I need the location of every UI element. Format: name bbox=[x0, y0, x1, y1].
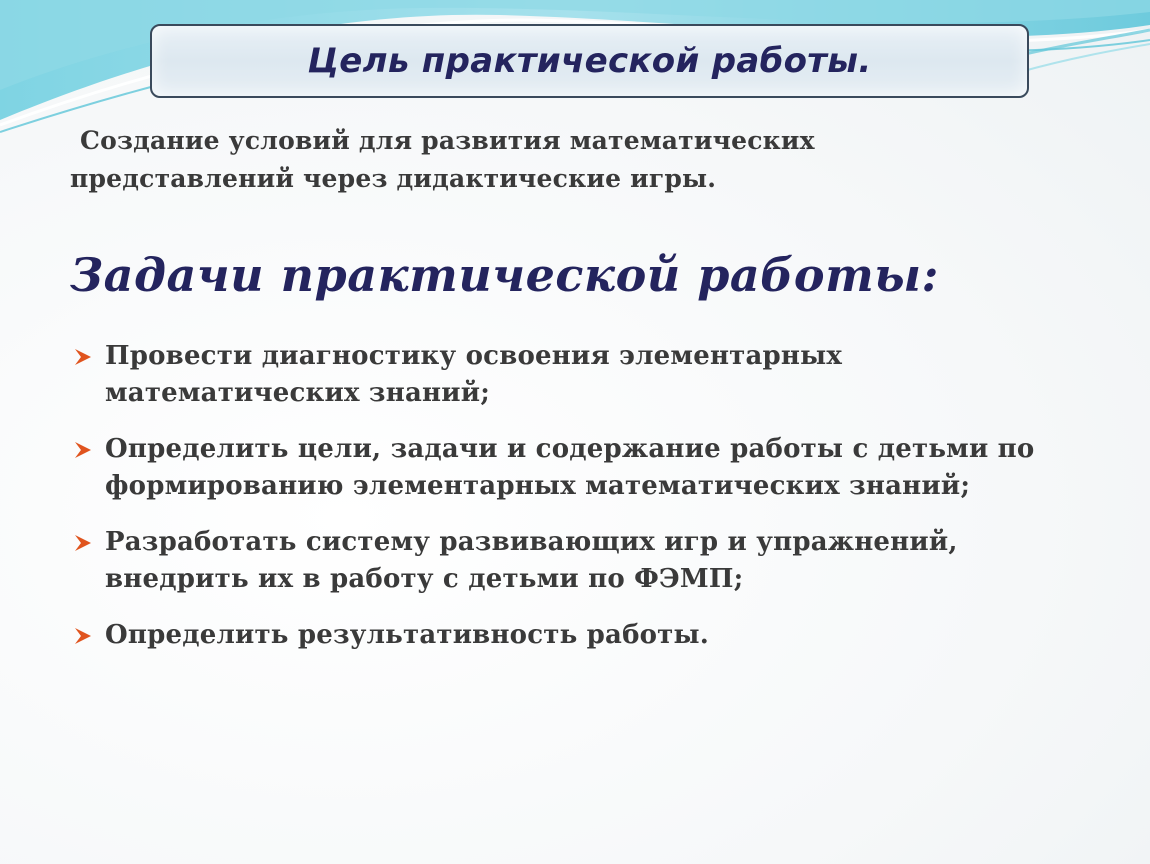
list-item bbox=[70, 338, 1070, 412]
arrowhead-bullet-icon bbox=[72, 439, 94, 461]
task-list bbox=[70, 338, 1070, 673]
arrowhead-bullet-icon bbox=[72, 625, 94, 647]
list-item bbox=[70, 617, 1070, 654]
task-text: Определить результативность работы. bbox=[105, 620, 709, 650]
tasks-heading: Задачи практической работы: bbox=[70, 248, 940, 302]
slide-title: Цель практической работы. bbox=[307, 41, 872, 81]
title-box bbox=[150, 24, 1029, 98]
task-text: Определить цели, задачи и содержание работы с детьми по формированию элементарных математических знаний; bbox=[105, 434, 1035, 501]
arrowhead-bullet-icon bbox=[72, 532, 94, 554]
list-item bbox=[70, 431, 1070, 505]
list-item bbox=[70, 524, 1070, 598]
goal-text: Создание условий для развития математических представлений через дидактические игры. bbox=[70, 126, 815, 193]
arrowhead-bullet-icon bbox=[72, 346, 94, 368]
task-text: Провести диагностику освоения элементарных математических знаний; bbox=[105, 341, 843, 408]
task-text: Разработать систему развивающих игр и упражнений, внедрить их в работу с детьми по ФЭМП; bbox=[105, 527, 958, 594]
